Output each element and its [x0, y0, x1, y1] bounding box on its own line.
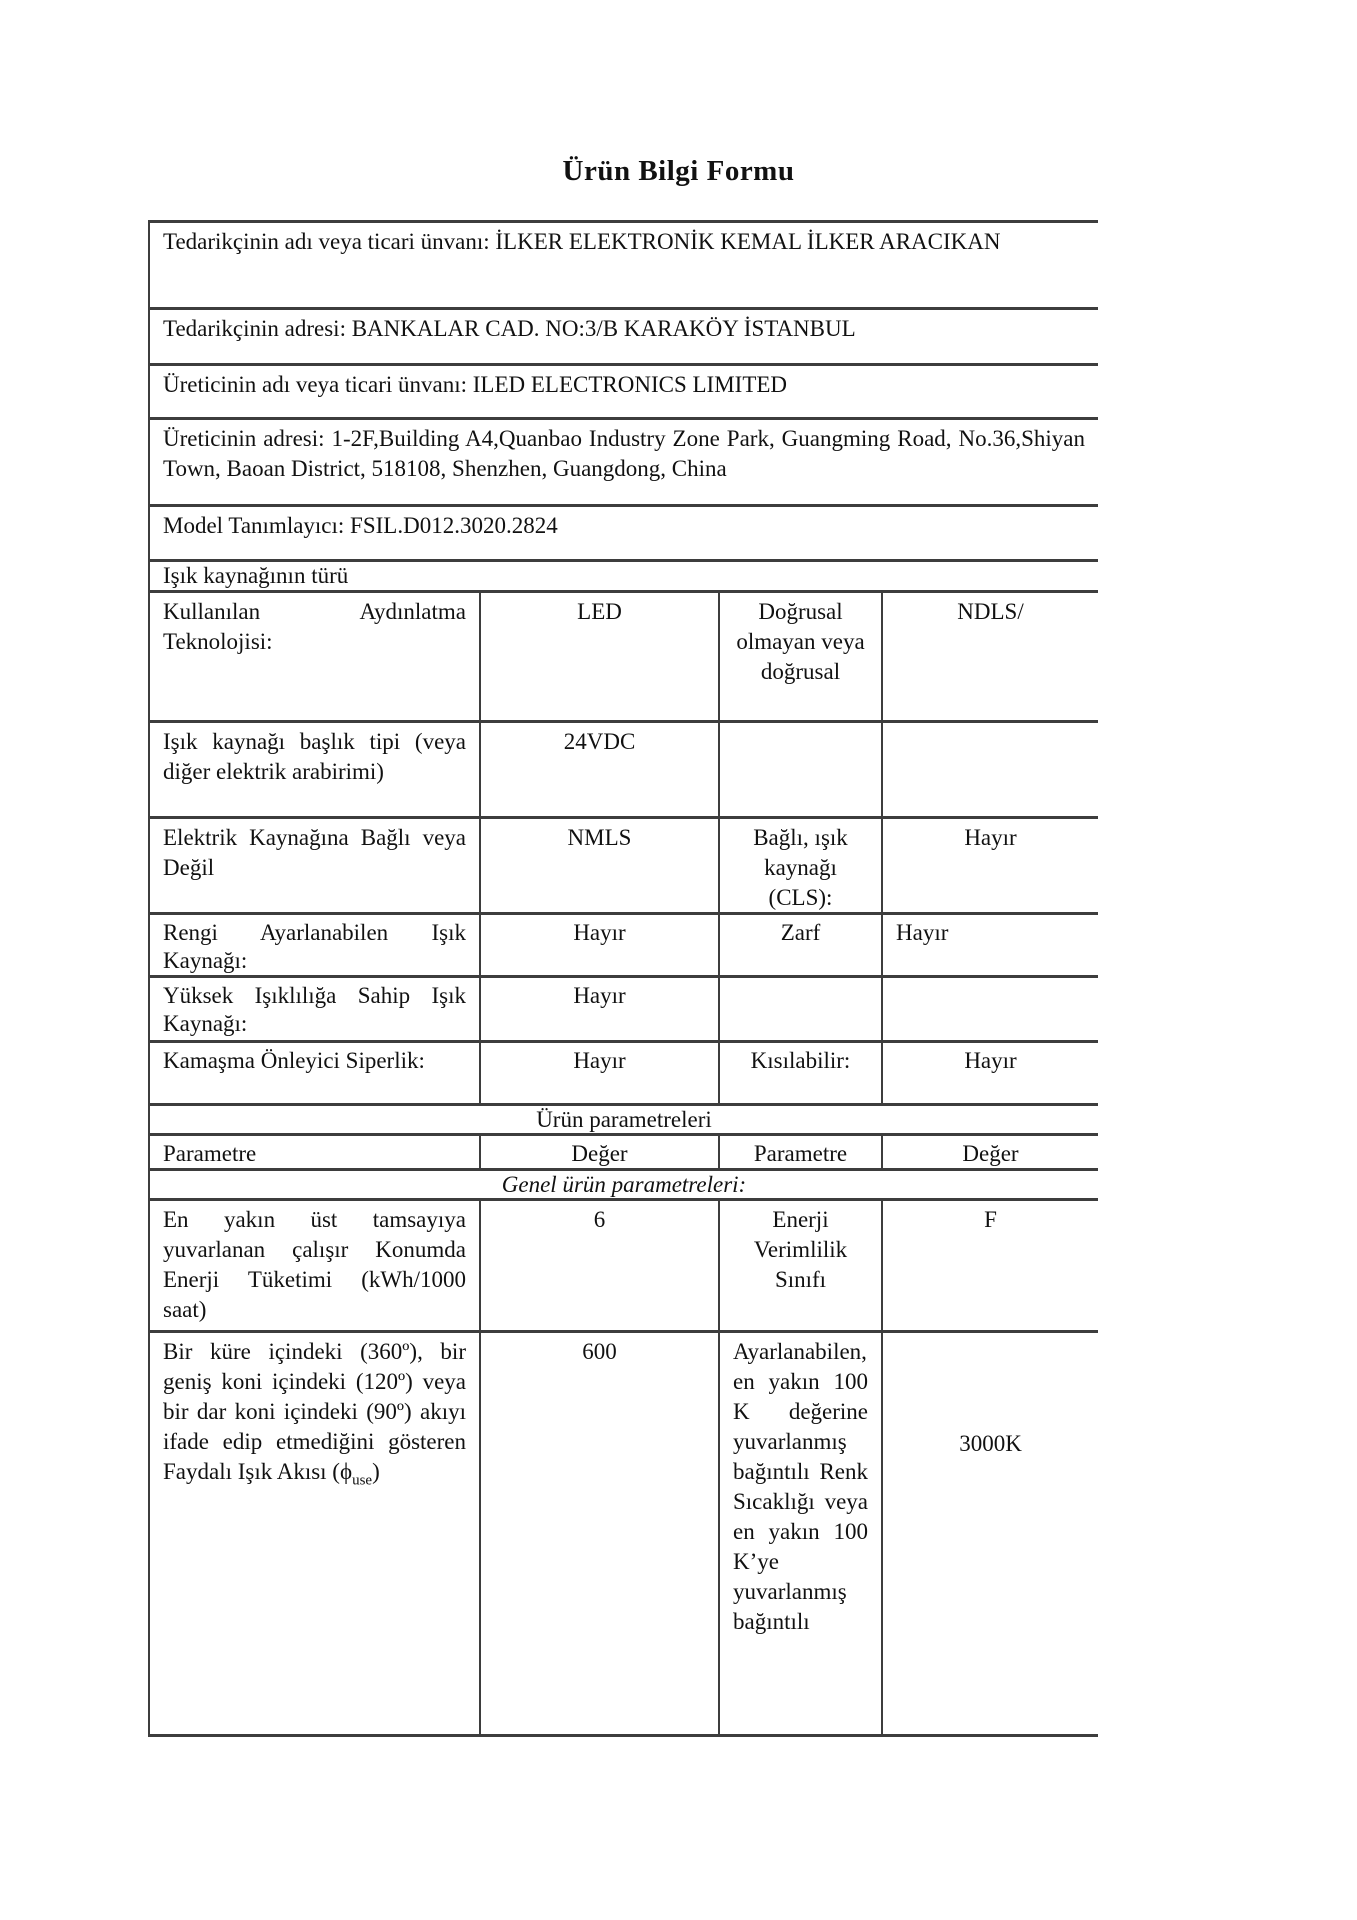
table-row	[148, 816, 1098, 912]
param-cell: Zarf	[718, 915, 881, 975]
value-cell	[881, 978, 1098, 1040]
value-cell	[881, 723, 1098, 816]
value-cell: Hayır	[881, 915, 1098, 975]
param-cell	[718, 723, 881, 816]
table-row	[148, 1330, 1098, 1737]
param-cell: Kamaşma Önleyici Siperlik:	[148, 1043, 479, 1103]
value-cell: 6	[479, 1201, 718, 1330]
table-row	[148, 590, 1098, 720]
value-cell: Hayır	[479, 1043, 718, 1103]
value-cell: Hayır	[881, 819, 1098, 912]
param-cell: Ayarlanabilen, en yakın 100 K değerine yuvarlanmış bağıntılı Renk Sıcaklığı veya en yakın 100 K’ye yuvarlanmış bağıntılı	[718, 1333, 881, 1734]
table-row	[148, 1168, 1098, 1198]
luminous-flux-label: Bir küre içindeki (360º), bir geniş koni içindeki (120º) veya bir dar koni içindeki (90º) akıyı ifade edip etmediğini gösteren Faydalı Işık Akısı (ϕ	[163, 1339, 466, 1484]
table-row	[148, 220, 1098, 307]
table-row	[148, 307, 1098, 363]
column-header-param: Parametre	[718, 1136, 881, 1168]
table-row	[148, 912, 1098, 975]
manufacturer-address-cell: Üreticinin adresi: 1-2F,Building A4,Quanbao Industry Zone Park, Guangming Road, No.36,Shiyan Town, Baoan District, 518108, Shenzhen, Guangdong, China	[148, 420, 1098, 504]
param-cell: Rengi Ayarlanabilen Işık Kaynağı:	[148, 915, 479, 975]
column-header-param: Parametre	[148, 1136, 479, 1168]
value-cell: 3000K	[881, 1333, 1098, 1734]
param-cell: Yüksek Işıklılığa Sahip Işık Kaynağı:	[148, 978, 479, 1040]
param-cell	[718, 978, 881, 1040]
param-cell: Kullanılan Aydınlatma Teknolojisi:	[148, 593, 479, 720]
table-row	[148, 417, 1098, 504]
value-cell: F	[881, 1201, 1098, 1330]
param-cell: En yakın üst tamsayıya yuvarlanan çalışır Konumda Enerji Tüketimi (kWh/1000 saat)	[148, 1201, 479, 1330]
param-cell: Bağlı, ışık kaynağı (CLS):	[718, 819, 881, 912]
table-row	[148, 1103, 1098, 1133]
page-title: Ürün Bilgi Formu	[562, 155, 795, 187]
column-header-value: Değer	[479, 1136, 718, 1168]
table-row	[148, 1198, 1098, 1330]
value-cell: 24VDC	[479, 723, 718, 816]
param-cell: Işık kaynağı başlık tipi (veya diğer elektrik arabirimi)	[148, 723, 479, 816]
value-cell: Hayır	[479, 978, 718, 1040]
param-cell	[148, 1333, 479, 1734]
param-cell: Doğrusal olmayan veya doğrusal	[718, 593, 881, 720]
table-row	[148, 1040, 1098, 1103]
param-cell: Elektrik Kaynağına Bağlı veya Değil	[148, 819, 479, 912]
section-heading-product-parameters: Ürün parametreleri	[148, 1106, 1098, 1133]
model-identifier-cell: Model Tanımlayıcı: FSIL.D012.3020.2824	[148, 507, 1098, 559]
value-cell: LED	[479, 593, 718, 720]
table-row	[148, 363, 1098, 417]
supplier-name-cell: Tedarikçinin adı veya ticari ünvanı: İLKER ELEKTRONİK KEMAL İLKER ARACIKAN	[148, 223, 1098, 307]
value-cell: NDLS/	[881, 593, 1098, 720]
table-row	[148, 559, 1098, 590]
param-cell: Enerji Verimlilik Sınıfı	[718, 1201, 881, 1330]
param-cell: Kısılabilir:	[718, 1043, 881, 1103]
table-row	[148, 1133, 1098, 1168]
table-row	[148, 504, 1098, 559]
value-cell: NMLS	[479, 819, 718, 912]
supplier-address-cell: Tedarikçinin adresi: BANKALAR CAD. NO:3/B KARAKÖY İSTANBUL	[148, 310, 1098, 363]
manufacturer-name-cell: Üreticinin adı veya ticari ünvanı: ILED ELECTRONICS LIMITED	[148, 366, 1098, 417]
value-cell: Hayır	[479, 915, 718, 975]
value-cell: Hayır	[881, 1043, 1098, 1103]
luminous-flux-label-close: )	[372, 1459, 380, 1484]
phi-use-subscript: use	[352, 1472, 373, 1489]
product-info-table	[148, 220, 1098, 1737]
value-cell: 600	[479, 1333, 718, 1734]
column-header-value: Değer	[881, 1136, 1098, 1168]
table-row	[148, 720, 1098, 816]
table-row	[148, 975, 1098, 1040]
section-heading-light-source-type: Işık kaynağının türü	[148, 562, 1098, 590]
section-heading-general-parameters: Genel ürün parametreleri:	[148, 1171, 1098, 1198]
